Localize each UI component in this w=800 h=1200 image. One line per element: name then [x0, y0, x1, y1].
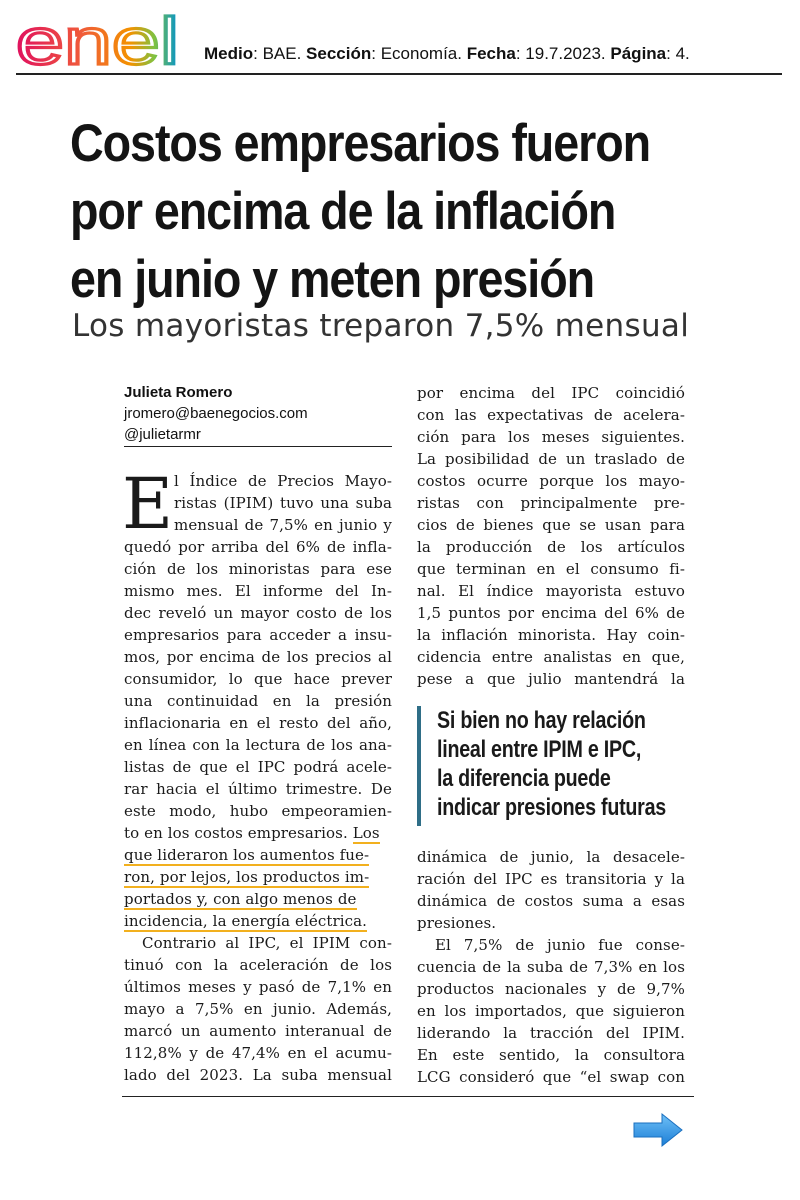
text-line: últimos meses y pasó de 7,1% en: [124, 978, 392, 996]
highlighted-text: portados y, con algo menos de: [124, 890, 357, 908]
text-line: este modo, hubo empeoramien-: [124, 802, 392, 820]
headline-line: Costos empresarios fueron: [70, 114, 651, 173]
pagina-label: Página: [610, 44, 667, 63]
highlighted-text: Los: [352, 824, 380, 842]
drop-cap: E: [122, 463, 174, 545]
text-line: mensual de 7,5% en junio y: [174, 516, 392, 534]
text-line: costos ocurre porque los mayo-: [417, 472, 685, 490]
text-line: marcó un aumento interanual de: [124, 1022, 392, 1040]
text-line: [124, 866, 392, 888]
text-line: ristas con principalmente pre-: [417, 494, 685, 512]
pull-quote: [417, 706, 689, 826]
text-fragment: to en los costos empresarios.: [124, 824, 348, 842]
author-email: jromero@baenegocios.com: [124, 405, 308, 422]
author-handle: @julietarmr: [124, 426, 201, 443]
clipping-info: Medio: BAE. Sección: Economía. Fecha: 19.7.2023. Página: 4.: [204, 44, 690, 63]
text-line: empresarios para acceder a insu-: [124, 626, 392, 644]
byline: [124, 382, 392, 445]
text-line: dec reveló un mayor costo de los: [124, 604, 392, 622]
headline-line: en junio y meten presión: [70, 250, 595, 309]
text-line: l Índice de Precios Mayo-: [174, 472, 392, 490]
text-line: una continuidad en la presión: [124, 692, 392, 710]
text-line: En este sentido, la consultora: [417, 1046, 685, 1064]
text-line: liderando la tracción del IPIM.: [417, 1024, 685, 1042]
text-line: tinuó con la aceleración de los: [124, 956, 392, 974]
text-line: mismo mes. El informe del In-: [124, 582, 392, 600]
text-line: LCG consideró que “el swap con: [417, 1068, 685, 1086]
pagina-value: 4.: [675, 44, 690, 63]
article-subhead: Los mayoristas treparon 7,5% mensual: [72, 308, 690, 344]
text-line: Contrario al IPC, el IPIM con-: [142, 934, 392, 952]
article-column-2-bottom: [417, 846, 685, 1088]
text-line: cidencia entre analistas en que,: [417, 648, 685, 666]
article-column-1: [122, 463, 392, 1086]
footer-divider: [122, 1096, 694, 1097]
text-line: presiones.: [417, 914, 497, 932]
pull-quote-line: lineal entre IPIM e IPC,: [437, 736, 642, 763]
text-line: nal. El índice mayorista estuvo: [417, 582, 685, 600]
text-line: la producción de los artículos: [417, 538, 685, 556]
text-line: mayo a 7,5% en junio. Además,: [124, 1000, 392, 1018]
text-line: ración del IPC es transitoria y la: [417, 870, 685, 888]
text-line: productos nacionales y de 9,7%: [417, 980, 685, 998]
article-column-2-top: [417, 382, 685, 690]
fecha-label: Fecha: [466, 44, 516, 63]
pull-quote-line: indicar presiones futuras: [437, 794, 666, 821]
text-line: dinámica de costos suma a esas: [417, 892, 685, 910]
pull-quote-line: la diferencia puede: [437, 765, 611, 792]
headline-line: por encima de la inflación: [70, 182, 616, 241]
medio-label: Medio: [204, 44, 254, 63]
logo-wordmark: enel: [16, 6, 179, 68]
text-line: 1,5 puntos por encima del 6% de: [417, 604, 685, 622]
highlighted-text: incidencia, la energía eléctrica.: [124, 912, 368, 930]
text-line: [124, 844, 392, 866]
byline-divider: [124, 446, 392, 447]
text-line: cios de bienes que se usan para: [417, 516, 685, 534]
enel-logo: [16, 6, 181, 68]
text-line: lado del 2023. La suba mensual: [124, 1066, 392, 1084]
arrow-right-icon[interactable]: [632, 1112, 684, 1148]
text-line: dinámica de junio, la desacele-: [417, 848, 685, 866]
text-line: [124, 822, 392, 844]
seccion-label: Sección: [306, 44, 372, 63]
header-divider: [16, 73, 782, 75]
text-line: que terminan en el consumo fi-: [417, 560, 685, 578]
text-line: en línea con la lectura de los ana-: [124, 736, 392, 754]
text-line: [124, 888, 392, 910]
text-line: 112,8% y de 47,4% en el acumu-: [124, 1044, 392, 1062]
text-line: por encima del IPC coincidió: [417, 384, 685, 402]
text-line: ristas (IPIM) tuvo una suba: [174, 494, 392, 512]
text-line: [124, 910, 392, 932]
medio-value: BAE.: [262, 44, 302, 63]
text-line: en los importados, que siguieron: [417, 1002, 685, 1020]
text-line: El 7,5% de junio fue conse-: [435, 936, 685, 954]
text-line: inflacionaria en el resto del año,: [124, 714, 392, 732]
text-line: con las expectativas de acelera-: [417, 406, 685, 424]
text-line: ción de los minoristas para ese: [124, 560, 392, 578]
text-line: quedó por arriba del 6% de infla-: [124, 538, 392, 556]
fecha-value: 19.7.2023.: [525, 44, 606, 63]
text-line: mos, por encima de los precios al: [124, 648, 392, 666]
text-line: ción para los meses siguientes.: [417, 428, 685, 446]
pull-quote-text: [437, 706, 675, 822]
highlighted-text: ron, por lejos, los productos im-: [124, 868, 370, 886]
text-line: la inflación minorista. Hay coin-: [417, 626, 685, 644]
text-line: consumidor, lo que hace prever: [124, 670, 392, 688]
text-line: La posibilidad de un traslado de: [417, 450, 685, 468]
text-line: rar hacia el último trimestre. De: [124, 780, 392, 798]
pull-quote-line: Si bien no hay relación: [437, 707, 646, 734]
article-headline: [70, 110, 686, 314]
text-line: listas de que el IPC podrá acele-: [124, 758, 392, 776]
author-name: Julieta Romero: [124, 384, 233, 401]
text-line: pese a que julio mantendrá la: [417, 670, 685, 688]
highlighted-text: que lideraron los aumentos fue-: [124, 846, 370, 864]
seccion-value: Economía.: [380, 44, 462, 63]
text-line: cuencia de la suba de 7,3% en los: [417, 958, 685, 976]
